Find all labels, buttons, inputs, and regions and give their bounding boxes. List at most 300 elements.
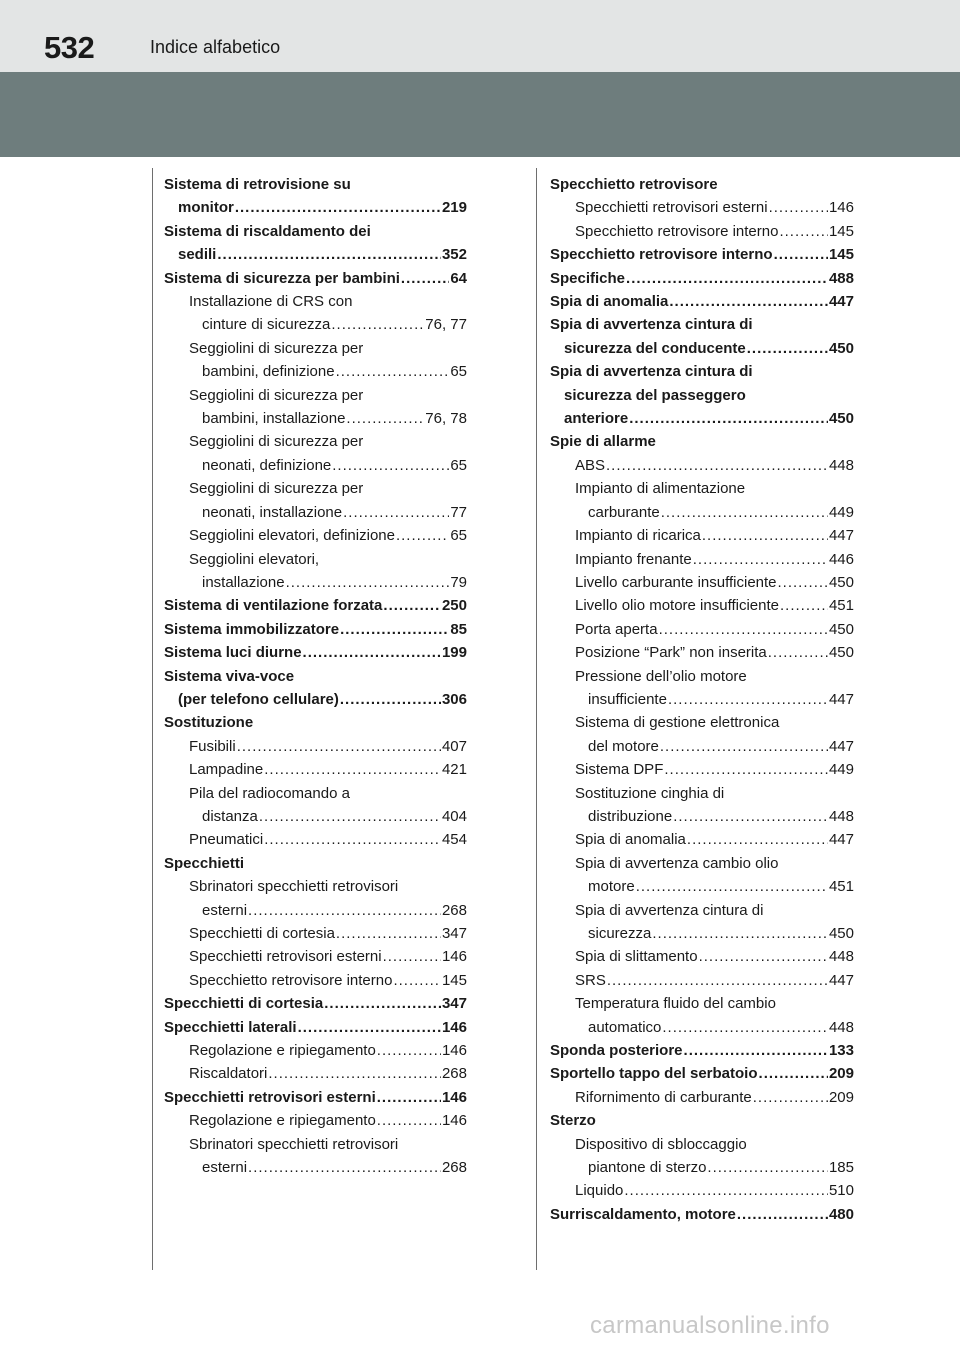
index-entry-term: (per telefono cellulare) [178,690,339,708]
index-entry-term: Spia di anomalia [575,831,686,849]
index-entry-page: 447 [828,293,854,311]
dot-leader [383,945,441,968]
index-entry [164,337,467,360]
index-entry-term: Specifiche [550,269,626,287]
index-entry-term: automatico [588,1018,662,1036]
dot-leader [768,641,828,664]
dot-leader [652,922,828,945]
index-entry-term: Installazione di CRS con [189,293,353,311]
index-entry [550,899,854,922]
index-entry-term: Specchietti retrovisori esterni [575,199,768,217]
index-entry [164,758,467,781]
index-entry-term: Specchietti retrovisori esterni [189,948,382,966]
index-entry-term: installazione [202,573,285,591]
index-entry [164,384,467,407]
dot-leader [606,454,828,477]
index-entry-term: Sportello tappo del serbatoio [550,1065,758,1083]
index-entry-term: Lampadine [189,761,264,779]
index-entry-page: 450 [828,339,854,357]
index-entry-term: Sistema di retrovisione su [164,176,351,193]
dot-leader [268,1062,441,1085]
index-entry [164,641,467,664]
index-entry-term: SRS [575,971,606,989]
index-entry-term: Impianto di alimentazione [575,480,746,498]
index-entry [164,173,467,196]
index-entry [164,524,467,547]
dot-leader [626,267,828,290]
index-entry-page: 447 [828,527,854,545]
index-entry-page: 451 [828,597,854,615]
index-entry-term: Specchietti di cortesia [189,925,335,942]
index-entry [164,407,467,430]
dot-leader [687,828,828,851]
dot-leader [659,618,828,641]
index-entry [164,571,467,594]
dot-leader [259,805,441,828]
index-entry-term: Sponda posteriore [550,1042,683,1060]
index-entry-page: 448 [828,948,854,966]
index-entry-term: Sbrinatori specchietti retrovisori [189,1135,399,1153]
dot-leader [340,688,441,711]
dot-leader [248,899,441,922]
dot-leader [669,290,828,313]
index-entry [550,1133,854,1156]
index-entry-page: 446 [828,550,854,568]
dot-leader [769,196,828,219]
index-entry-page: 447 [828,690,854,708]
dot-leader [607,969,828,992]
index-entry-page: 450 [828,925,854,942]
index-entry [164,782,467,805]
index-entry [550,1016,854,1039]
index-entry [164,875,467,898]
right-column-rule [536,168,537,1270]
index-entry-term: Sistema di ventilazione forzata [164,597,383,615]
index-entry [164,899,467,922]
index-entry-term: Fusibili [189,737,236,755]
index-entry-page: 488 [828,269,854,287]
index-entry-page: 347 [441,925,467,942]
index-entry-term: Porta aperta [575,620,658,638]
dot-leader [377,1039,441,1062]
index-entry [550,688,854,711]
index-entry-page: 449 [828,503,854,521]
dot-leader [699,945,828,968]
index-entry [164,1039,467,1062]
index-entry-page: 451 [828,878,854,896]
index-entry-page: 146 [441,1018,467,1036]
index-entry-term: Surriscaldamento, motore [550,1205,736,1223]
index-entry-term: Spie di allarme [550,433,656,451]
index-entry-term: Sistema immobilizzatore [164,620,340,638]
index-entry-term: Rifornimento di carburante [575,1088,752,1106]
index-entry [550,430,854,453]
index-entry [550,665,854,688]
index-entry-term: ABS [575,456,606,474]
header-band [0,72,960,157]
index-entry [550,992,854,1015]
index-entry [164,360,467,383]
index-entry [550,641,854,664]
index-entry-term: Sistema viva-voce [164,667,295,685]
index-entry-term: Impianto di ricarica [575,527,701,545]
index-entry [164,828,467,851]
dot-leader [383,594,441,617]
index-entry [164,735,467,758]
index-entry [550,852,854,875]
dot-leader [248,1156,441,1179]
index-entry [550,220,854,243]
dot-leader [668,688,828,711]
index-entry [550,875,854,898]
index-entry-term: cinture di sicurezza [202,316,331,334]
index-entry-page: 268 [441,901,467,919]
index-entry-term: insufficiente [588,690,667,708]
dot-leader [396,524,449,547]
index-entry-page: 448 [828,456,854,474]
index-entry-page: 76, 77 [425,316,467,334]
index-entry-page: 268 [441,1159,467,1177]
index-entry-page: 450 [828,620,854,638]
index-entry [164,1062,467,1085]
dot-leader [707,1156,828,1179]
index-entry-term: Seggiolini di sicurezza per [189,386,364,404]
dot-leader [673,805,828,828]
index-entry-page: 146 [441,1088,467,1106]
index-entry-term: esterni [202,901,248,919]
index-entry [550,313,854,336]
index-entry-term: Specchietto retrovisore interno [189,971,393,989]
index-entry-term: neonati, definizione [202,456,332,474]
index-entry [164,1133,467,1156]
index-entry-page: 199 [441,644,467,662]
dot-leader [324,992,441,1015]
index-entry-page: 209 [828,1088,854,1106]
index-entry [550,267,854,290]
index-entry-page: 450 [828,573,854,591]
index-entry-page: 421 [441,761,467,779]
index-entry-term: Specchietti di cortesia [164,995,324,1013]
dot-leader [747,337,828,360]
dot-leader [235,196,441,219]
index-entry-term: Sistema di gestione elettronica [575,714,780,732]
index-entry-page: 352 [441,246,467,264]
index-entry-page: 407 [441,737,467,755]
index-entry-term: Specchietti [164,854,245,872]
index-entry-page: 146 [441,1042,467,1060]
index-entry-term: Liquido [575,1182,624,1200]
index-entry-term: sicurezza del passeggero [564,386,746,404]
index-entry-page: 510 [828,1182,854,1200]
dot-leader [332,454,449,477]
index-entry [164,945,467,968]
index-entry [164,1016,467,1039]
index-entry-term: neonati, installazione [202,503,343,521]
dot-leader [693,548,828,571]
index-entry-term: Specchietto retrovisore interno [575,222,779,240]
index-entry-page: 65 [450,527,467,545]
watermark: carmanualsonline.info [590,1312,830,1339]
dot-leader [759,1062,828,1085]
index-entry-page: 77 [450,503,467,521]
index-entry-page: 146 [828,199,854,217]
index-entry-page: 447 [828,971,854,989]
index-entry-term: Sistema di riscaldamento dei [164,222,371,240]
index-entry-term: Pneumatici [189,831,264,849]
dot-leader [662,1016,828,1039]
index-entry-term: Riscaldatori [189,1065,268,1083]
index-entry [550,969,854,992]
index-entry-term: Regolazione e ripiegamento [189,1042,376,1060]
index-entry [164,665,467,688]
index-entry-page: 447 [828,737,854,755]
index-entry [550,407,854,430]
index-entry [550,290,854,313]
index-entry-term: Sistema luci diurne [164,644,302,662]
index-entry [550,922,854,945]
index-entry-term: esterni [202,1159,248,1177]
index-entry-page: 209 [828,1065,854,1083]
index-entry-term: Sostituzione cinghia di [575,784,725,802]
index-entry [164,711,467,734]
dot-leader [264,758,441,781]
index-entry [164,313,467,336]
index-entry [164,1156,467,1179]
index-entry [550,805,854,828]
index-entry-term: Pressione dell’olio motore [575,667,747,685]
index-entry-term: monitor [178,199,234,217]
section-title: Indice alfabetico [150,37,281,57]
index-entry [550,618,854,641]
index-entry-page: 219 [441,199,467,217]
index-entry [550,828,854,851]
index-entry-term: anteriore [564,410,629,428]
index-entry [550,196,854,219]
dot-leader [664,758,828,781]
dot-leader [346,407,424,430]
dot-leader [401,267,449,290]
index-entry [164,548,467,571]
index-entry-term: Seggiolini elevatori, definizione [189,527,395,545]
index-entry-page: 64 [450,269,467,287]
index-entry-term: Spia di avvertenza cintura di [575,901,764,919]
index-entry-page: 447 [828,831,854,849]
index-entry [164,196,467,219]
dot-leader [336,922,441,945]
index-entry [550,1156,854,1179]
index-entry [550,360,854,383]
index-entry [164,852,467,875]
index-entry-term: Spia di avvertenza cambio olio [575,854,779,872]
index-entry-term: bambini, definizione [202,363,335,381]
index-entry [164,220,467,243]
index-entry [550,337,854,360]
index-entry-term: distribuzione [588,807,673,825]
index-entry [164,922,467,945]
index-entry-page: 250 [441,597,467,615]
index-entry [164,805,467,828]
index-entry [550,782,854,805]
index-entry [550,501,854,524]
dot-leader [753,1086,828,1109]
index-entry-term: Spia di avvertenza cintura di [550,363,753,381]
index-entry-page: 306 [441,690,467,708]
index-entry [164,594,467,617]
index-entry [550,594,854,617]
dot-leader [237,735,441,758]
index-entry [550,711,854,734]
index-entry-page: 185 [828,1159,854,1177]
index-entry-page: 65 [450,363,467,381]
dot-leader [660,735,828,758]
dot-leader [774,243,828,266]
index-entry [550,1039,854,1062]
dot-leader [737,1203,828,1226]
index-entry-term: Sistema di sicurezza per bambini [164,269,400,287]
index-entry-term: Impianto frenante [575,550,692,568]
left-column-rule [152,168,153,1270]
index-entry-page: 146 [441,948,467,966]
index-entry [164,688,467,711]
index-entry-page: 145 [828,246,854,264]
index-entry [164,1086,467,1109]
index-entry-term: Livello olio motore insufficiente [575,597,780,615]
index-entry-term: Specchietti laterali [164,1018,297,1036]
dot-leader [298,1016,441,1039]
index-entry [550,758,854,781]
index-entry-page: 76, 78 [425,410,467,428]
index-entry-term: Seggiolini elevatori, [189,550,320,568]
dot-leader [780,594,828,617]
index-entry-page: 347 [441,995,467,1013]
index-entry-term: piantone di sterzo [588,1159,707,1177]
index-entry-page: 85 [450,620,467,638]
index-entry [164,290,467,313]
index-entry [164,1109,467,1132]
index-entry [550,524,854,547]
index-entry-page: 268 [441,1065,467,1083]
index-entry-term: sicurezza del conducente [564,339,746,357]
index-entry [550,173,854,196]
index-entry-term: Dispositivo di sbloccaggio [575,1135,747,1153]
dot-leader [636,875,828,898]
index-entry-term: bambini, installazione [202,410,346,428]
index-entry-page: 454 [441,831,467,849]
index-entry-term: Specchietti retrovisori esterni [164,1088,376,1106]
index-entry-page: 480 [828,1205,854,1223]
index-entry-page: 450 [828,410,854,428]
index-entry [550,1179,854,1202]
dot-leader [336,360,450,383]
index-entry-term: Seggiolini di sicurezza per [189,433,364,451]
index-entry-term: Pila del radiocomando a [189,784,350,802]
index-entry [164,430,467,453]
dot-leader [340,618,449,641]
dot-leader [629,407,828,430]
index-entry [164,243,467,266]
index-entry [164,477,467,500]
index-entry-term: Sostituzione [164,714,254,732]
index-entry-page: 145 [441,971,467,989]
index-entry [550,571,854,594]
index-entry [550,945,854,968]
index-entry [550,735,854,758]
index-entry-page: 448 [828,807,854,825]
index-entry [164,454,467,477]
index-entry [550,243,854,266]
index-entry [164,992,467,1015]
dot-leader [702,524,828,547]
index-entry-term: Spia di anomalia [550,293,669,311]
index-entry [164,969,467,992]
index-entry-term: Sistema DPF [575,761,664,779]
dot-leader [377,1109,441,1132]
index-entry-page: 146 [441,1112,467,1130]
index-entry-term: Regolazione e ripiegamento [189,1112,376,1130]
index-entry-page: 79 [450,573,467,591]
index-entry [550,454,854,477]
dot-leader [264,828,441,851]
index-entry-term: Sterzo [550,1112,596,1130]
dot-leader [343,501,449,524]
dot-leader [684,1039,828,1062]
dot-leader [377,1086,441,1109]
index-entry [550,1062,854,1085]
dot-leader [331,313,424,336]
index-column-left [164,173,467,1179]
index-entry [550,1203,854,1226]
index-entry-term: Seggiolini di sicurezza per [189,339,364,357]
dot-leader [393,969,441,992]
index-column-right [550,173,854,1226]
dot-leader [661,501,828,524]
index-entry-term: Spia di slittamento [575,948,698,966]
index-entry-term: Specchietto retrovisore [550,176,718,193]
index-entry [164,618,467,641]
index-entry-term: Spia di avvertenza cintura di [550,316,753,334]
index-entry [550,548,854,571]
index-entry [550,477,854,500]
index-entry-page: 448 [828,1018,854,1036]
dot-leader [624,1179,828,1202]
index-entry-term: del motore [588,737,659,755]
index-entry-page: 404 [441,807,467,825]
dot-leader [286,571,450,594]
index-entry-term: distanza [202,807,258,825]
index-entry-term: carburante [588,503,660,521]
index-entry-page: 65 [450,456,467,474]
dot-leader [779,220,828,243]
index-entry-term: Posizione “Park” non inserita [575,644,767,662]
index-entry-page: 449 [828,761,854,779]
index-entry-page: 145 [828,222,854,240]
dot-leader [217,243,441,266]
header-bar [0,0,960,72]
page-number: 532 [44,30,95,65]
index-entry [164,267,467,290]
index-entry-page: 133 [828,1042,854,1060]
index-entry-term: Temperatura fluido del cambio [575,995,776,1013]
dot-leader [303,641,441,664]
index-entry [550,1109,854,1132]
index-entry [550,1086,854,1109]
index-entry [550,384,854,407]
index-entry-term: Specchietto retrovisore interno [550,246,773,264]
index-entry-term: Seggiolini di sicurezza per [189,480,364,498]
dot-leader [778,571,828,594]
index-entry-term: motore [588,878,635,896]
index-entry-term: Sbrinatori specchietti retrovisori [189,878,399,896]
